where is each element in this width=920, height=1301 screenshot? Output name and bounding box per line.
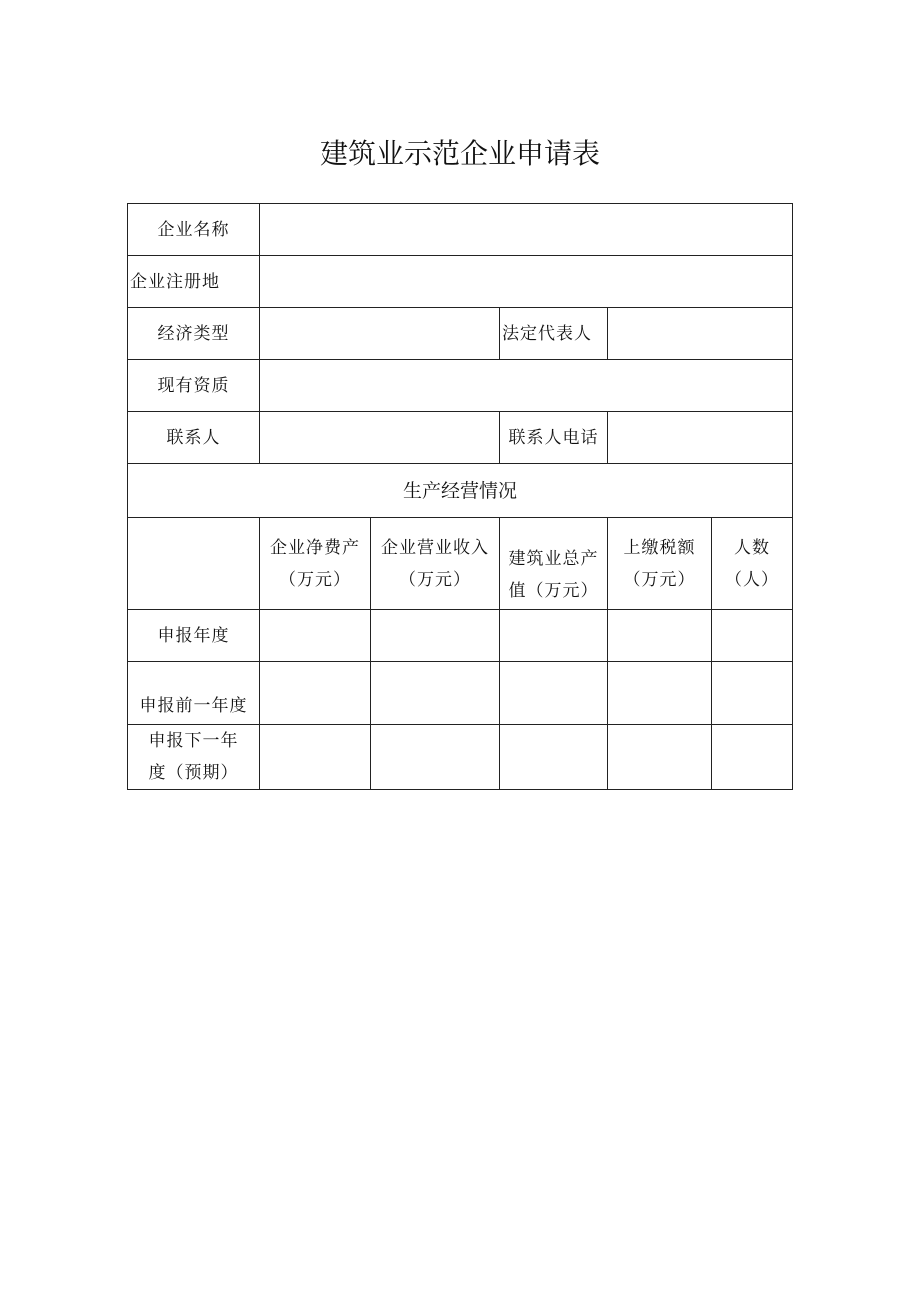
application-form-table (127, 203, 793, 790)
header-net-assets (260, 518, 371, 610)
cell-input[interactable] (712, 610, 793, 662)
label-previous-year: 申报前一年度 (128, 662, 260, 725)
cell-input[interactable] (371, 610, 500, 662)
row-previous-year (128, 662, 793, 725)
header-taxes-paid (608, 518, 712, 610)
cell-input[interactable] (371, 662, 500, 725)
header-headcount-line2: （人） (725, 570, 780, 590)
cell-input[interactable] (608, 725, 712, 790)
row-section-header (128, 464, 793, 518)
cell-input[interactable] (712, 662, 793, 725)
legal-rep-field[interactable] (608, 308, 793, 360)
contact-phone-field[interactable] (608, 412, 793, 464)
header-construction-output-line1: 建筑业总产 (508, 549, 599, 569)
cell-input[interactable] (371, 725, 500, 790)
label-registered-place: 企业注册地 (128, 256, 260, 308)
form-title: 建筑业示范企业申请表 (319, 137, 600, 170)
header-net-assets-line2: （万元） (279, 569, 351, 590)
cell-input[interactable] (500, 662, 608, 725)
header-headcount-line1: 人数 (734, 538, 771, 558)
row-registered-place (128, 256, 793, 308)
label-economic-type: 经济类型 (128, 308, 260, 360)
registered-place-field[interactable] (260, 256, 793, 308)
cell-input[interactable] (260, 725, 371, 790)
header-taxes-paid-line1: 上缴税额 (623, 537, 696, 558)
cell-input[interactable] (712, 725, 793, 790)
row-qualification (128, 360, 793, 412)
row-declaration-year (128, 610, 793, 662)
label-contact: 联系人 (128, 412, 260, 464)
header-taxes-paid-line2: （万元） (623, 569, 696, 590)
label-declaration-year: 申报年度 (128, 610, 260, 662)
row-economic-type (128, 308, 793, 360)
header-blank-cell (128, 518, 260, 610)
header-net-assets-line1: 企业净费产 (270, 537, 360, 558)
economic-type-field[interactable] (260, 308, 500, 360)
cell-input[interactable] (260, 662, 371, 725)
label-next-year-line2: 度（预期） (148, 763, 239, 783)
company-name-field[interactable] (260, 204, 793, 256)
row-column-headers (128, 518, 793, 610)
header-construction-output (500, 518, 608, 610)
label-contact-phone: 联系人电话 (500, 412, 608, 464)
header-revenue (371, 518, 500, 610)
cell-input[interactable] (260, 610, 371, 662)
header-headcount (712, 518, 793, 610)
label-next-year (128, 725, 260, 790)
header-revenue-line2: （万元） (399, 569, 471, 590)
contact-field[interactable] (260, 412, 500, 464)
row-next-year (128, 725, 793, 790)
qualification-field[interactable] (260, 360, 793, 412)
label-qualification: 现有资质 (128, 360, 260, 412)
cell-input[interactable] (500, 725, 608, 790)
label-legal-rep: 法定代表人 (500, 308, 608, 360)
label-next-year-line1: 申报下一年 (148, 731, 239, 751)
cell-input[interactable] (608, 610, 712, 662)
cell-input[interactable] (500, 610, 608, 662)
row-contact (128, 412, 793, 464)
cell-input[interactable] (608, 662, 712, 725)
label-company-name: 企业名称 (128, 204, 260, 256)
row-company-name (128, 204, 793, 256)
section-title: 生产经营情况 (128, 464, 793, 518)
header-construction-output-line2: 值（万元） (508, 581, 599, 601)
header-revenue-line1: 企业营业收入 (381, 537, 489, 558)
